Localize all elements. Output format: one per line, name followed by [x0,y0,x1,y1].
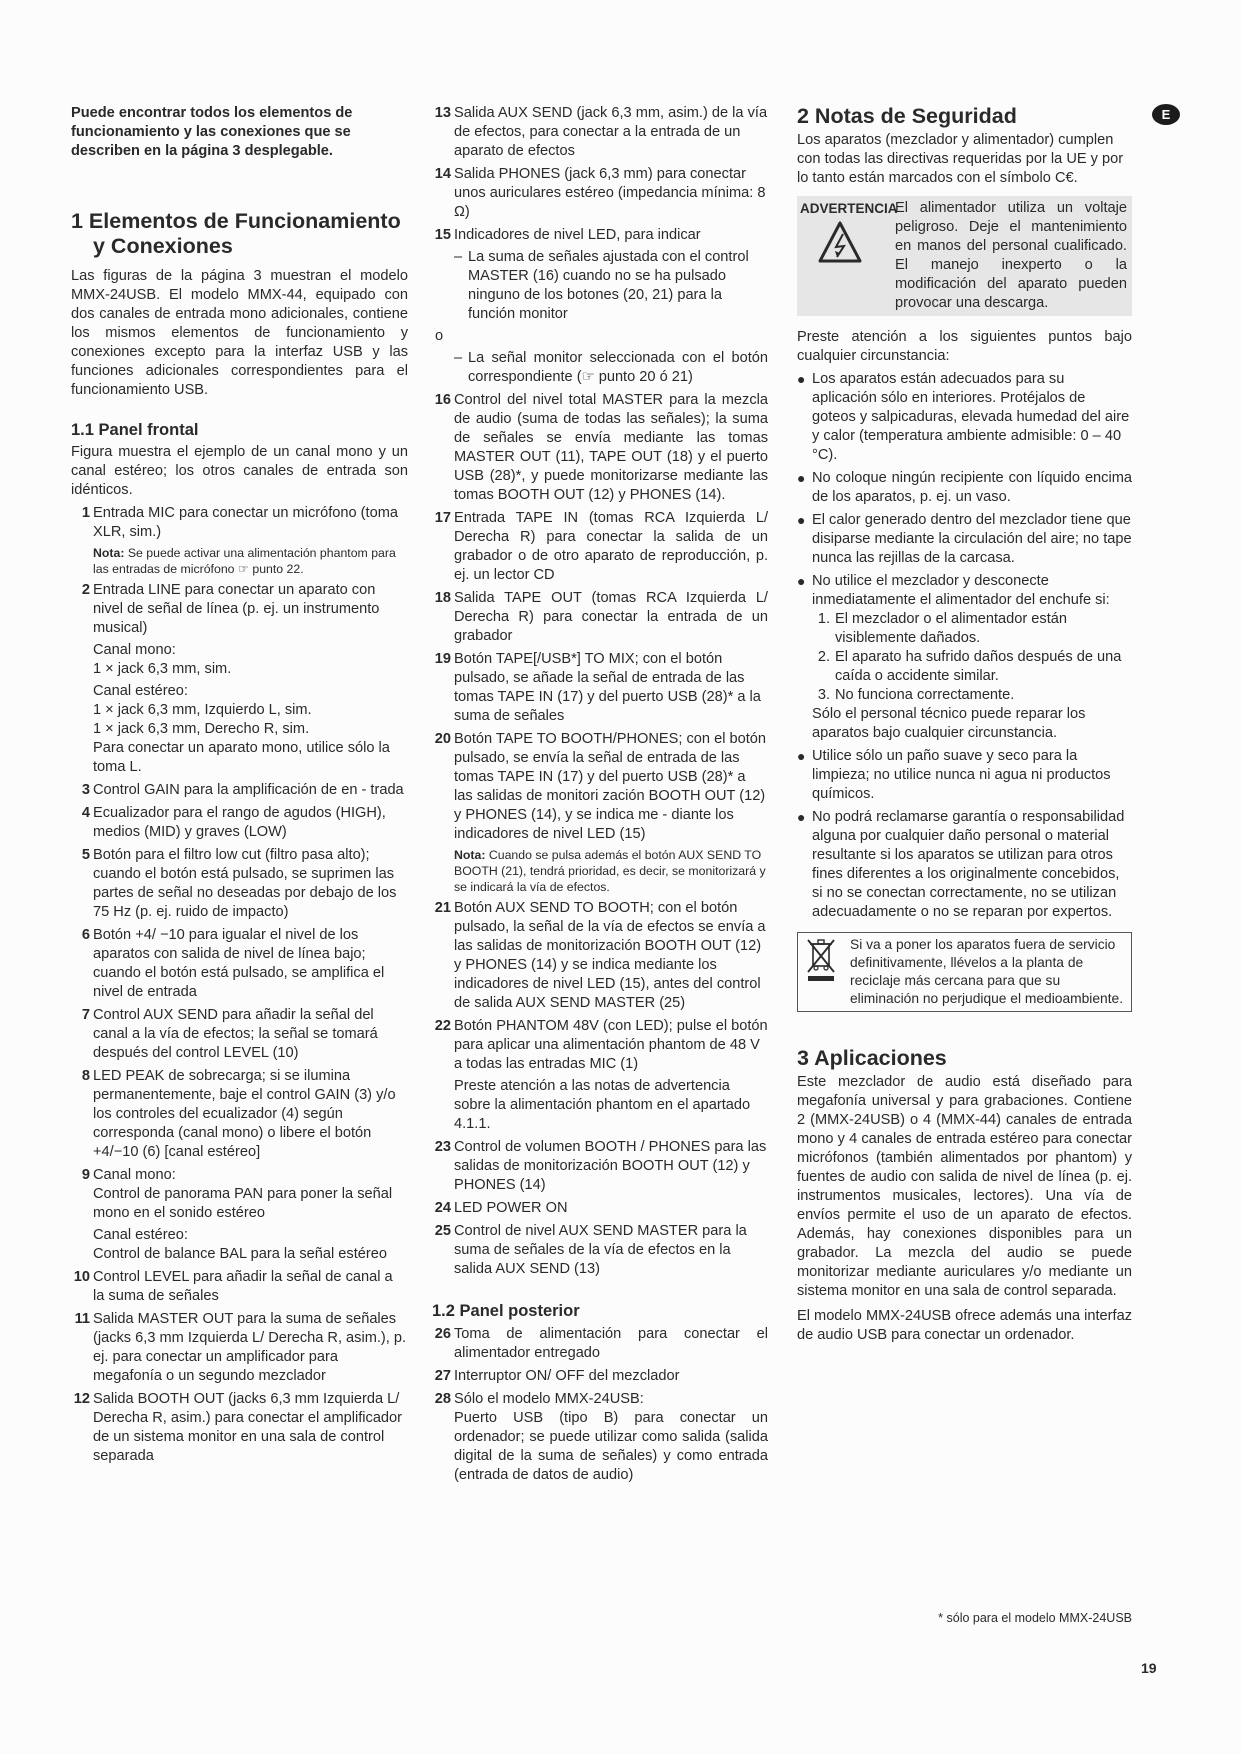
list-item [71,1166,408,1264]
condition-item [812,648,1132,686]
item-text: Botón PHANTOM 48V (con LED); pulse el botón para aplicar una alimentación phantom de 48 V a todas las entradas MIC (1) [454,1018,768,1072]
subsection-1-2-title: 1.2 Panel posterior [432,1302,580,1320]
section-1-text: Las figuras de la página 3 muestran el modelo MMX-24USB. El modelo MMX-44, equipado con dos canales de entrada mono adicionales, contiene los mismos elementos de funcionamiento y conexiones excepto para la interfaz USB y las funciones adicionales correspondientes para el funcionamiento USB. [71,268,408,398]
bullet-text: Los aparatos están adecuados para su aplicación sólo en interiores. Protéjalos de goteos y salpicaduras, elevada humedad del aire y calor (temperatura ambiente admisible: 0 – 40 °C). [812,371,1130,463]
condition-list [812,610,1132,705]
list-item [432,650,768,726]
condition-item [812,610,1132,648]
item-number: 14 [434,166,451,182]
item-number: 3 [81,782,90,798]
item-sub-label: Canal mono: [93,1167,176,1183]
item-text: Salida AUX SEND (jack 6,3 mm, asim.) de la vía de efectos, para conectar a la entrada de un aparato de efectos [454,105,768,159]
list-item [432,391,768,505]
item-text: Salida PHONES (jack 6,3 mm) para conectar unos auriculares estéreo (impedancia mínima: 8 Ω) [454,166,766,220]
bullet-icon: ● [797,809,806,825]
item-text: LED PEAK de sobrecarga; si se ilumina permanentemente, baje el control GAIN (3) y/o los controles del ecualizador (4) según corresponda (canal mono) o libere el botón +4/−10 (6) [canal estéreo] [93,1068,396,1160]
condition-item [812,686,1132,705]
list-item [432,1199,768,1218]
item-sub-text: 1 × jack 6,3 mm, Izquierdo L, sim. [93,702,312,718]
item-number: 18 [434,590,451,606]
section-3-text-2: El modelo MMX-24USB ofrece además una interfaz de audio USB para conectar un ordenador. [797,1308,1133,1343]
item-text: Toma de alimentación para conectar el alimentador entregado [454,1326,768,1361]
warning-box [797,196,1132,316]
dash-text: La suma de señales ajustada con el control MASTER (16) cuando no se ha pulsado ninguno de los botones (20, 21) para la función monitor [468,249,749,322]
list-item [71,1006,408,1063]
item-text: Interruptor ON/ OFF del mezclador [454,1368,680,1384]
list-item [71,804,408,842]
note-text: Cuando se pulsa además el botón AUX SEND TO BOOTH (21), tendrá prioridad, es decir, se monitorizará y se indicará la vía de efectos. [454,848,766,894]
list-item [71,504,408,577]
bullet-icon: ● [797,512,806,528]
item-text: Entrada MIC para conectar un micrófono (toma XLR, sim.) [93,505,398,540]
item-number: 10 [73,1269,90,1285]
dash-item: – La suma de señales ajustada con el control MASTER (16) cuando no se ha pulsado ninguno de los botones (20, 21) para la función monitor [454,248,768,324]
list-item [71,846,408,922]
item-number: 6 [81,927,90,943]
list-item [432,1017,768,1134]
note-label: Nota: [93,546,125,560]
condition-text: El aparato ha sufrido daños después de una caída o accidente similar. [835,649,1122,684]
item-number: 2 [81,582,90,598]
item-text: Puerto USB (tipo B) para conectar un ordenador; se puede utilizar como salida (salida digital de la suma de señales) y como entrada (entrada de datos de audio) [454,1410,768,1483]
item-sub-text: 1 × jack 6,3 mm, sim. [93,661,232,677]
section-2-title: 2 Notas de Seguridad [797,104,1017,128]
list-item [432,104,768,161]
column-2 [432,104,768,1485]
bullet-icon: ● [797,470,806,486]
warning-label: ADVERTENCIA [800,201,898,216]
condition-number: 2. [817,649,830,665]
item-number: 26 [434,1326,451,1342]
item-text: Control LEVEL para añadir la señal de canal a la suma de señales [93,1269,393,1304]
list-item [432,899,768,1013]
item-text: Control GAIN para la amplificación de en - trada [93,782,404,798]
condition-text: El mezclador o el alimentador están visiblemente dañados. [835,611,1067,646]
item-text: Ecualizador para el rango de agudos (HIGH), medios (MID) y graves (LOW) [93,805,386,840]
warning-text: El alimentador utiliza un voltaje peligroso. Deje el mantenimiento en manos del personal cualificado. El manejo inexperto o la modificación del aparato pueden provocar una descarga. [895,200,1127,311]
item-number: 17 [434,510,451,526]
column-3 [797,104,1132,1345]
item-sub-text: Control de panorama PAN para poner la señal mono en el sonido estéreo [93,1186,393,1221]
item-number: 5 [81,847,90,863]
item-number: 9 [81,1167,90,1183]
bullet-item [797,370,1132,465]
item-number: 11 [74,1311,90,1327]
list-item [432,589,768,646]
section-1-title-line1: 1 Elementos de Funcionamiento [71,209,401,233]
list-item [71,581,408,777]
list-item [71,926,408,1002]
bullet-icon: ● [797,748,806,764]
condition-number: 1. [817,611,830,627]
bullet-item [797,808,1132,922]
dash-text: La señal monitor seleccionada con el botón correspondiente (☞ punto 20 ó 21) [468,350,768,385]
list-item [432,730,768,895]
item-number: 27 [434,1368,451,1384]
item-number: 28 [434,1391,451,1407]
item-text: Control AUX SEND para añadir la señal del canal a la vía de efectos; la señal se tomará después del control LEVEL (10) [93,1007,378,1061]
section-3-title: 3 Aplicaciones [797,1046,947,1070]
subsection-1-1-title: 1.1 Panel frontal [71,421,199,439]
note-text: Se puede activar una alimentación phantom para las entradas de micrófono ☞ punto 22. [93,546,396,576]
item-sub-text: Para conectar un aparato mono, utilice sólo la toma L. [93,740,390,775]
item-text: Sólo el modelo MMX-24USB: [454,1391,644,1407]
repair-note: Sólo el personal técnico puede reparar los aparatos bajo cualquier circunstancia. [812,706,1086,741]
list-item [432,1138,768,1195]
item-text: LED POWER ON [454,1200,568,1216]
section-1-title-line2: y Conexiones [93,234,233,258]
list-item [71,1310,408,1386]
item-number: 22 [434,1018,451,1034]
bullet-icon: ● [797,371,806,387]
item-text: Salida TAPE OUT (tomas RCA Izquierda L/ Derecha R) para conectar la entrada de un grabador [454,590,768,644]
item-text: Control de nivel AUX SEND MASTER para la suma de señales de la vía de efectos en la salida AUX SEND (13) [454,1223,747,1277]
bullet-item [797,572,1132,743]
list-item [71,1390,408,1466]
item-number: 1 [81,505,90,521]
list-item [432,509,768,585]
recycle-bin-crossed-icon [804,936,838,984]
item-number: 24 [434,1200,451,1216]
list-item [432,1390,768,1485]
item-text: Control del nivel total MASTER para la mezcla de audio (suma de todas las señales); la suma de señales se envía mediante las tomas MASTER OUT (11), TAPE OUT (18) y el puerto USB (28)*, y puede monitorizarse mediante las tomas BOOTH OUT (12) y PHONES (14). [454,392,768,503]
bullet-item [797,747,1132,804]
item-text: Indicadores de nivel LED, para indicar [454,227,701,243]
bullet-text: El calor generado dentro del mezclador tiene que disiparse mediante la circulación del aire; no tape nunca las rejillas de la carcasa. [812,512,1132,566]
item-sub-label: Canal mono: [93,642,176,658]
list-item [432,1325,768,1363]
item-sub-label: Canal estéreo: [93,1227,188,1243]
item-number: 8 [81,1068,90,1084]
item-number: 4 [81,805,90,821]
bullet-text: Utilice sólo un paño suave y seco para la limpieza; no utilice nunca ni agua ni productos químicos. [812,748,1111,802]
bullet-icon: ● [797,573,806,589]
section-2-text: Los aparatos (mezclador y alimentador) cumplen con todas las directivas requeridas por la UE y por lo tanto están marcados con el símbolo C€. [797,132,1124,186]
bullet-text: No coloque ningún recipiente con líquido encima de los aparatos, p. ej. un vaso. [812,470,1132,505]
item-sub-label: Canal estéreo: [93,683,188,699]
item-extra: Preste atención a las notas de advertencia sobre la alimentación phantom en el apartado 4.1.1. [454,1078,751,1132]
list-item [432,165,768,222]
condition-text: No funciona correctamente. [835,687,1015,703]
list-item [432,1367,768,1386]
item-note [454,847,768,895]
section-1-title [71,209,408,259]
list-item [71,781,408,800]
item-text: Botón TAPE[/USB*] TO MIX; con el botón pulsado, se añade la señal de entrada de las tomas TAPE IN (17) y del puerto USB (28)* a la suma de señales [454,651,761,724]
item-text: Botón AUX SEND TO BOOTH; con el botón pulsado, la señal de la vía de efectos se envía a las salidas de monitorización BOOTH OUT (12) y PHONES (14) y se indica mediante los indicadores de nivel LED (15), antes del control de salida AUX SEND MASTER (25) [454,900,766,1011]
item-note [93,545,408,577]
bullet-text: No utilice el mezclador y desconecte inmediatamente el alimentador del enchufe si: [812,573,1110,608]
item-text: Entrada LINE para conectar un aparato con nivel de señal de línea (p. ej. un instrumento musical) [93,582,380,636]
item-text: Control de volumen BOOTH / PHONES para las salidas de monitorización BOOTH OUT (12) y PHONES (14) [454,1139,767,1193]
list-item [71,1067,408,1162]
list-item [432,1222,768,1279]
item-sub-text: 1 × jack 6,3 mm, Derecho R, sim. [93,721,310,737]
note-label: Nota: [454,848,486,862]
item-text: Botón TAPE TO BOOTH/PHONES; con el botón pulsado, se envía la señal de entrada de las tomas TAPE IN (17) y del puerto USB (28)* a las salidas de monitori zación BOOTH OUT (12) y PHONES (14), y se indica me - diante los indicadores de nivel LED (15) [454,731,767,842]
recycling-box [797,932,1132,1012]
item-number: 21 [434,900,451,916]
item-number: 19 [434,651,451,667]
page-number: 19 [1141,1660,1157,1676]
item-text: Salida BOOTH OUT (jacks 6,3 mm Izquierda L/ Derecha R, asim.) para conectar el amplificador de un sistema monitor en una sala de control separada [93,1391,403,1464]
item-number: 15 [434,227,451,243]
language-badge: E [1152,104,1180,125]
column-1 [71,104,408,1466]
item-text: Botón +4/ −10 para igualar el nivel de los aparatos con salida de nivel de línea bajo; cuando el botón está pulsado, se amplifica el nivel de entrada [93,927,385,1000]
item-number: 16 [434,392,451,408]
dash-item: – La señal monitor seleccionada con el botón correspondiente (☞ punto 20 ó 21) [454,350,768,385]
high-voltage-warning-icon [817,220,863,264]
item-number: 13 [434,105,451,121]
recycling-text: Si va a poner los aparatos fuera de servicio definitivamente, llévelos a la planta de reciclaje más cercana para que su eliminación no perjudique el medioambiente. [850,937,1124,1006]
list-item [71,1268,408,1306]
bullet-item [797,511,1132,568]
item-number: 20 [434,731,451,747]
intro-text: Puede encontrar todos los elementos de funcionamiento y las conexiones que se describen en la página 3 desplegable. [71,105,353,159]
item-number: 25 [434,1223,451,1239]
item-text: Botón para el filtro low cut (filtro pasa alto); cuando el botón está pulsado, se suprimen las partes de señal no deseadas por debajo de los 75 Hz (p. ej. ruido de impacto) [93,847,397,920]
item-sub-text: Control de balance BAL para la señal estéreo [93,1246,387,1262]
list-item [432,226,768,387]
item-number: 23 [434,1139,451,1155]
or-text: o [435,328,444,344]
item-number: 12 [73,1391,90,1407]
warning-label-block [800,199,898,313]
subsection-1-1-text: Figura muestra el ejemplo de un canal mono y un canal estéreo; los otros canales de entrada son idénticos. [71,444,408,498]
item-text: Salida MASTER OUT para la suma de señales (jacks 6,3 mm Izquierda L/ Derecha R, asim.), p. ej. para conectar un amplificador para megafonía o un segundo mezclador [93,1311,407,1384]
footnote: * sólo para el modelo MMX-24USB [938,1611,1132,1625]
item-text: Entrada TAPE IN (tomas RCA Izquierda L/ Derecha R) para conectar la salida de un grabador o de otro aparato de reproducción, p. ej. un lector CD [454,510,768,583]
bullet-text: No podrá reclamarse garantía o responsabilidad alguna por cualquier daño personal o material resultante si los aparatos se utilizan para otros fines diferentes a los originalmente concebidos, si no se conectan correctamente, no se utilizan adecuadamente o no se reparan por expertos. [812,809,1125,920]
item-number: 7 [81,1007,90,1023]
bullet-item [797,469,1132,507]
section-3-text: Este mezclador de audio está diseñado para megafonía universal y para grabaciones. Contiene 2 (MMX-24USB) o 4 (MMX-44) canales de entrada mono y 4 canales de entrada estéreo para conectar micrófonos (también alimentados por phantom) y fuentes de audio con salida de nivel de línea (p. ej. instrumentos musicales, lectores). Una vía de envíos permite el uso de un aparato de efectos. Además, hay conexiones disponibles para un grabador. La mezcla del audio se puede monitorizar mediante auriculares y/o mediante un sistema monitor en una sala de control separada. [797,1074,1132,1299]
condition-number: 3. [817,687,830,703]
attention-text: Preste atención a los siguientes puntos bajo cualquier circunstancia: [797,329,1132,364]
